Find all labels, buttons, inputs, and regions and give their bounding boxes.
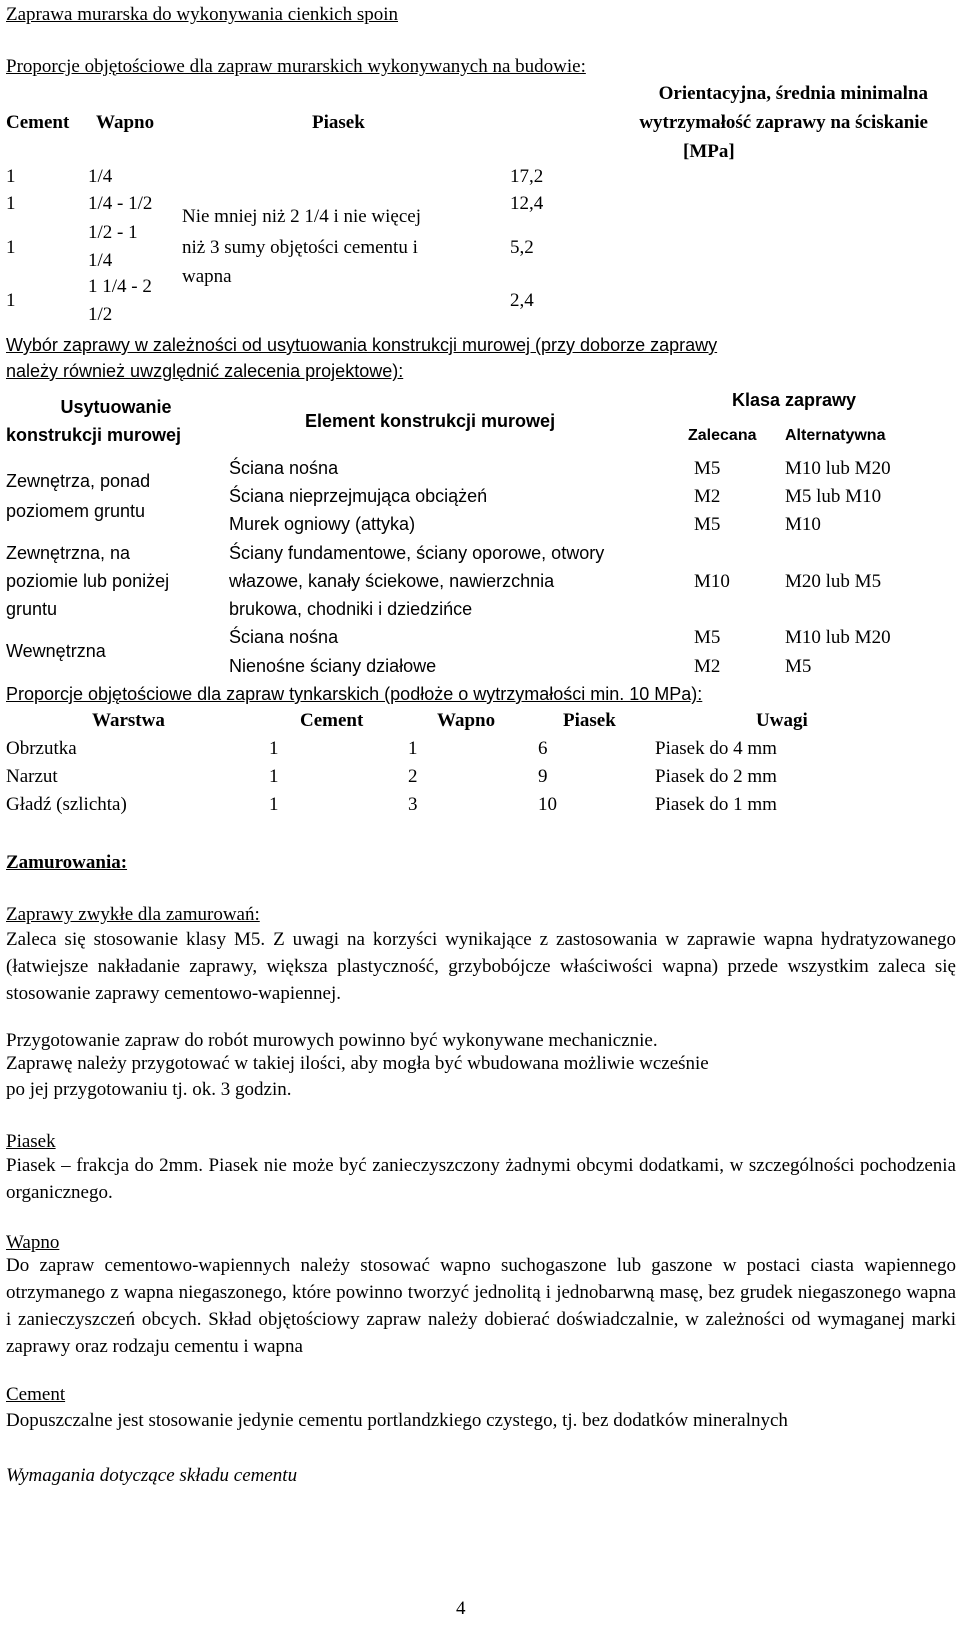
s3-row1-piasek: 6 xyxy=(538,738,548,759)
s2-g1-location-1: Zewnętrza, ponad xyxy=(6,471,151,491)
s3-header-cement: Cement xyxy=(300,710,364,731)
s3-row2-cement: 1 xyxy=(269,766,279,787)
s1-header-wapno: Wapno xyxy=(96,112,155,133)
s2-g2-element-1: Ściany fundamentowe, ściany oporowe, otwory xyxy=(229,543,605,563)
s3-row3-cement: 1 xyxy=(269,794,279,815)
s2-g1-item2-zal: M2 xyxy=(694,486,721,507)
s1-header-strength-3: [MPa] xyxy=(683,141,735,162)
s1-header-strength-2: wytrzymałość zaprawy na ściskanie xyxy=(639,112,928,133)
s1-row2-strength: 12,4 xyxy=(510,193,544,214)
s1-header-piasek: Piasek xyxy=(312,112,365,133)
s3-row3-piasek: 10 xyxy=(538,794,557,815)
zamurowania-paragraph-1: Zaleca się stosowanie klasy M5. Z uwagi na korzyści wynikające z zastosowania w zaprawie wapna hydratyzowanego (łatwiejsze nakładanie zaprawy, większa plastyczność, grzybobójcze właściwości wapna) przede wszystkim zaleca się stosowanie zaprawy cementowo-wapiennej. xyxy=(6,929,956,1004)
s2-header-klasa: Klasa zaprawy xyxy=(732,390,857,410)
s2-g2-element-3: brukowa, chodniki i dziedzińce xyxy=(229,599,473,619)
s2-g2-location-1: Zewnętrzna, na xyxy=(6,543,131,563)
s2-header-usyt-1: Usytuowanie xyxy=(60,397,172,417)
zamurowania-subheading: Zaprawy zwykłe dla zamurowań: xyxy=(6,904,260,925)
s1-row3-wapno-1: 1/2 - 1 xyxy=(88,222,138,243)
s2-g3-item1-zal: M5 xyxy=(694,627,721,648)
section2-heading-1: Wybór zaprawy w zależności od usytuowania konstrukcji murowej (przy doborze zaprawy xyxy=(6,335,718,355)
s1-row4-wapno-2: 1/2 xyxy=(88,304,113,325)
s1-piasek-note-2: niż 3 sumy objętości cementu i xyxy=(182,237,418,258)
s1-row1-cement: 1 xyxy=(6,166,16,187)
s2-g2-location-3: gruntu xyxy=(6,599,58,619)
piasek-paragraph: Piasek – frakcja do 2mm. Piasek nie może być zanieczyszczony żadnymi obcymi dodatkami, w szczególności pochodzenia organicznego. xyxy=(6,1155,956,1203)
s2-g2-alt: M20 lub M5 xyxy=(785,571,882,592)
s2-g3-item1-alt: M10 lub M20 xyxy=(785,627,891,648)
s2-g1-item1-zal: M5 xyxy=(694,458,721,479)
s3-row2-warstwa: Narzut xyxy=(6,766,58,787)
s1-row4-strength: 2,4 xyxy=(510,290,534,311)
s2-g1-item2-alt: M5 lub M10 xyxy=(785,486,882,507)
zamurowania-p2-line2: Zaprawę należy przygotować w takiej ilości, aby mogła być wbudowana możliwie wcześnie xyxy=(6,1053,709,1074)
s2-g1-item3-alt: M10 xyxy=(785,514,821,535)
piasek-heading: Piasek xyxy=(6,1131,56,1152)
page-title: Zaprawa murarska do wykonywania cienkich spoin xyxy=(6,4,399,25)
s3-row1-wapno: 1 xyxy=(408,738,418,759)
s3-row3-wapno: 3 xyxy=(408,794,418,815)
s3-row3-warstwa: Gładź (szlichta) xyxy=(6,794,127,815)
s1-row4-cement: 1 xyxy=(6,290,16,311)
s1-row4-wapno-1: 1 1/4 - 2 xyxy=(88,276,152,297)
s3-row1-warstwa: Obrzutka xyxy=(6,738,77,759)
wapno-paragraph: Do zapraw cementowo-wapiennych należy stosować wapno suchogaszone lub gaszone w postaci ciasta wapiennego otrzymanego z wapna niegaszonego, które powinno tworzyć jednolitą i jednobarwną masę, bez grudek niegaszonego wapna i zanieczyszczeń obcych. Skład objętościowy zapraw należy dobierać doświadczalnie, w zależności od wymaganej marki zaprawy oraz rodzaju cementu i wapna xyxy=(6,1255,956,1357)
s3-row2-wapno: 2 xyxy=(408,766,418,787)
zamurowania-p2-line1: Przygotowanie zapraw do robót murowych powinno być wykonywane mechanicznie. xyxy=(6,1030,658,1051)
s2-g1-item1-alt: M10 lub M20 xyxy=(785,458,891,479)
s2-header-zalecana: Zalecana xyxy=(688,427,757,444)
zamurowania-heading: Zamurowania: xyxy=(6,852,128,873)
s3-row1-uwagi: Piasek do 4 mm xyxy=(655,738,777,759)
s3-row2-uwagi: Piasek do 2 mm xyxy=(655,766,777,787)
s1-header-strength-1: Orientacyjna, średnia minimalna xyxy=(658,83,928,104)
s1-row2-cement: 1 xyxy=(6,193,16,214)
wymagania-heading: Wymagania dotyczące składu cementu xyxy=(6,1465,298,1486)
s3-row2-piasek: 9 xyxy=(538,766,548,787)
s1-piasek-note-3: wapna xyxy=(182,266,232,287)
s2-header-usyt-2: konstrukcji murowej xyxy=(6,425,182,445)
s1-row1-strength: 17,2 xyxy=(510,166,544,187)
s2-g1-item2-element: Ściana nieprzejmująca obciążeń xyxy=(229,486,488,506)
s2-g1-location-2: poziomem gruntu xyxy=(6,501,146,521)
s3-row1-cement: 1 xyxy=(269,738,279,759)
s3-header-warstwa: Warstwa xyxy=(92,710,165,731)
wapno-heading: Wapno xyxy=(6,1232,60,1253)
page-number: 4 xyxy=(456,1598,466,1619)
cement-paragraph: Dopuszczalne jest stosowanie jedynie cementu portlandzkiego czystego, tj. bez dodatków mineralnych xyxy=(6,1410,788,1431)
s1-row3-cement: 1 xyxy=(6,237,16,258)
s2-g2-element-2: włazowe, kanały ściekowe, nawierzchnia xyxy=(229,571,555,591)
s2-g2-location-2: poziomie lub poniżej xyxy=(6,571,170,591)
s2-g3-item1-element: Ściana nośna xyxy=(229,627,339,647)
s2-g1-item3-zal: M5 xyxy=(694,514,721,535)
s2-g3-item2-alt: M5 xyxy=(785,656,812,677)
s1-row3-strength: 5,2 xyxy=(510,237,534,258)
s3-header-piasek: Piasek xyxy=(563,710,616,731)
s1-piasek-note-1: Nie mniej niż 2 1/4 i nie więcej xyxy=(182,206,422,227)
s1-header-cement: Cement xyxy=(6,112,70,133)
s3-row3-uwagi: Piasek do 1 mm xyxy=(655,794,777,815)
s2-g3-item2-element: Nienośne ściany działowe xyxy=(229,656,437,676)
s2-header-element: Element konstrukcji murowej xyxy=(305,411,556,431)
cement-heading: Cement xyxy=(6,1384,66,1405)
s2-g2-zal: M10 xyxy=(694,571,730,592)
s2-g1-item1-element: Ściana nośna xyxy=(229,458,339,478)
s1-row3-wapno-2: 1/4 xyxy=(88,250,113,271)
section2-heading-2: należy również uwzględnić zalecenia projektowe): xyxy=(6,361,404,381)
zamurowania-p2-line3: po jej przygotowaniu tj. ok. 3 godzin. xyxy=(6,1079,292,1100)
s2-g3-item2-zal: M2 xyxy=(694,656,721,677)
section1-heading: Proporcje objętościowe dla zapraw murarskich wykonywanych na budowie: xyxy=(6,56,586,77)
s2-g3-location-1: Wewnętrzna xyxy=(6,641,106,661)
s1-row2-wapno: 1/4 - 1/2 xyxy=(88,193,153,214)
s3-header-wapno: Wapno xyxy=(437,710,496,731)
s2-g1-item3-element: Murek ogniowy (attyka) xyxy=(229,514,416,534)
s3-header-uwagi: Uwagi xyxy=(756,710,808,731)
s2-header-alternatywna: Alternatywna xyxy=(785,427,886,444)
section3-heading: Proporcje objętościowe dla zapraw tynkarskich (podłoże o wytrzymałości min. 10 MPa): xyxy=(6,684,703,704)
s1-row1-wapno: 1/4 xyxy=(88,166,113,187)
